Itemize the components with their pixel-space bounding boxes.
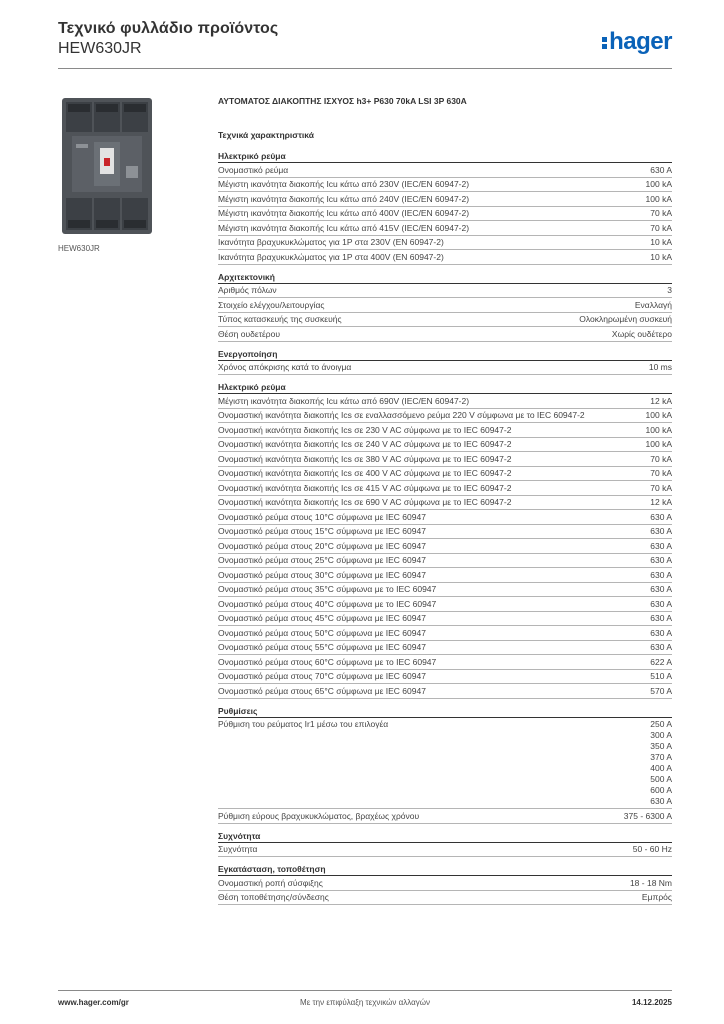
spec-row (218, 554, 672, 569)
section-title: Ηλεκτρικό ρεύμα (218, 381, 672, 394)
spec-label: Τύπος κατασκευής της συσκευής (218, 314, 342, 324)
spec-label: Ονομαστικό ρεύμα στους 10°C σύμφωνα με IEC 60947 (218, 511, 426, 522)
spec-value (650, 165, 672, 176)
spec-value (650, 497, 672, 508)
spec-value (650, 599, 672, 610)
spec-value-item: 350 A (650, 741, 672, 751)
spec-value (650, 208, 672, 219)
spec-label: Ονομαστική ικανότητα διακοπής Ics σε 415 V AC σύμφωνα με το IEC 60947-2 (218, 482, 512, 493)
spec-value (650, 584, 672, 595)
spec-value (650, 555, 672, 566)
spec-row (218, 891, 672, 906)
spec-label: Μέγιστη ικανότητα διακοπής Icu κάτω από 240V (IEC/EN 60947-2) (218, 193, 470, 204)
product-name: ΑΥΤΟΜΑΤΟΣ ΔΙΑΚΟΠΤΗΣ ΙΣΧΥΟΣ h3+ P630 70kA LSI 3P 630A (218, 96, 467, 106)
spec-value (579, 314, 672, 325)
spec-value (630, 878, 672, 889)
spec-section (218, 830, 672, 858)
spec-row (218, 655, 672, 670)
spec-value-item: 10 kA (650, 251, 672, 262)
spec-label: Ονομαστικό ρεύμα στους 70°C σύμφωνα με IEC 60947 (218, 671, 426, 681)
spec-label: Ρύθμιση του ρεύματος Ir1 μέσω του επιλογέα (218, 719, 389, 729)
spec-sections (218, 150, 672, 905)
logo-dots-icon (602, 35, 607, 51)
spec-value-item: 630 A (650, 584, 672, 594)
spec-value (650, 671, 672, 682)
spec-row (218, 409, 672, 424)
spec-label: Ονομαστικό ρεύμα στους 35°C σύμφωνα με το IEC 60947 (218, 584, 437, 594)
section-title: Αρχιτεκτονική (218, 271, 672, 284)
spec-value (633, 844, 672, 855)
spec-label: Ονομαστικό ρεύμα στους 20°C σύμφωνα με IEC 60947 (218, 540, 426, 551)
section-title: Ηλεκτρικό ρεύμα (218, 150, 672, 163)
spec-label: Ονομαστικό ρεύμα στους 40°C σύμφωνα με το IEC 60947 (218, 598, 437, 609)
spec-value-item: 100 kA (645, 179, 672, 189)
spec-value-item: 70 kA (650, 468, 672, 478)
spec-row (218, 298, 672, 313)
spec-value-item: 10 kA (650, 237, 672, 247)
spec-value-item: 510 A (650, 671, 672, 681)
spec-row (218, 250, 672, 265)
spec-value-item: 570 A (650, 685, 672, 696)
spec-value-item: 600 A (650, 785, 672, 795)
spec-label: Ονομαστική ροπή σύσφιξης (218, 877, 323, 888)
spec-value (650, 468, 672, 479)
spec-label: Ονομαστικό ρεύμα (218, 164, 289, 175)
spec-value (635, 300, 672, 311)
spec-value (650, 223, 672, 234)
spec-value (650, 237, 672, 248)
spec-value-item: 630 A (650, 540, 672, 551)
spec-row (218, 313, 672, 328)
spec-value (650, 541, 672, 552)
spec-row (218, 394, 672, 409)
spec-label: Ονομαστικό ρεύμα στους 55°C σύμφωνα με IEC 60947 (218, 642, 426, 652)
spec-value-item: 630 A (650, 796, 672, 806)
spec-row (218, 236, 672, 251)
spec-row (218, 626, 672, 641)
spec-label: Μέγιστη ικανότητα διακοπής Icu κάτω από 415V (IEC/EN 60947-2) (218, 222, 470, 233)
spec-row (218, 467, 672, 482)
spec-label: Ονομαστικό ρεύμα στους 25°C σύμφωνα με IEC 60947 (218, 555, 426, 565)
spec-row (218, 510, 672, 525)
spec-row (218, 221, 672, 236)
spec-row (218, 438, 672, 453)
spec-row (218, 539, 672, 554)
spec-row (218, 525, 672, 540)
section-title: Ρυθμίσεις (218, 705, 672, 718)
hager-logo (602, 28, 672, 56)
spec-value-item: 400 A (650, 763, 672, 773)
section-subtitle: Τεχνικά χαρακτηριστικά (218, 130, 314, 140)
spec-row (218, 452, 672, 467)
spec-value (650, 454, 672, 465)
spec-row (218, 597, 672, 612)
spec-value-item: 630 A (650, 555, 672, 565)
spec-value (650, 252, 672, 263)
spec-label: Μέγιστη ικανότητα διακοπής Icu κάτω από 230V (IEC/EN 60947-2) (218, 179, 470, 189)
spec-value-item: 100 kA (645, 424, 672, 435)
spec-value-item: Εμπρός (641, 892, 672, 902)
spec-value-item: 630 A (650, 511, 672, 522)
spec-label: Ονομαστική ικανότητα διακοπής Ics σε 690 V AC σύμφωνα με το IEC 60947-2 (218, 497, 512, 507)
spec-value-item: 50 - 60 Hz (632, 844, 672, 854)
spec-section (218, 381, 672, 699)
spec-row (218, 843, 672, 858)
spec-label: Ονομαστική ικανότητα διακοπής Ics σε εναλλασσόμενο ρεύμα 220 V σύμφωνα με το IEC 60947-2 (218, 410, 585, 420)
spec-value-item: 70 kA (650, 222, 672, 233)
spec-value (646, 410, 672, 421)
spec-label: Ονομαστική ικανότητα διακοπής Ics σε 380 V AC σύμφωνα με το IEC 60947-2 (218, 453, 512, 464)
spec-value-item: 370 A (650, 752, 672, 762)
spec-value-item: 100 kA (645, 410, 672, 420)
spec-row (218, 809, 672, 824)
spec-label: Μέγιστη ικανότητα διακοπής Icu κάτω από 690V (IEC/EN 60947-2) (218, 395, 470, 406)
spec-value (650, 719, 672, 807)
spec-value-item: 622 A (650, 656, 672, 667)
spec-row (218, 583, 672, 598)
spec-row (218, 361, 672, 376)
spec-value (650, 628, 672, 639)
spec-value-item: Ολοκληρωμένη συσκευή (579, 314, 672, 324)
section-title: Ενεργοποίηση (218, 348, 672, 361)
spec-label: Στοιχείο ελέγχου/λειτουργίας (218, 299, 325, 310)
spec-value (650, 657, 672, 668)
spec-value-item: 100 kA (645, 193, 672, 204)
spec-label: Συχνότητα (218, 844, 258, 854)
section-title: Συχνότητα (218, 830, 672, 843)
spec-value (667, 285, 672, 296)
spec-row (218, 163, 672, 178)
spec-row (218, 423, 672, 438)
spec-value-item: 630 A (650, 642, 672, 652)
spec-row (218, 481, 672, 496)
spec-value (649, 362, 672, 373)
spec-row (218, 612, 672, 627)
spec-value-item: 18 - 18 Nm (629, 877, 672, 888)
spec-section (218, 863, 672, 905)
spec-row (218, 641, 672, 656)
spec-label: Ονομαστική ικανότητα διακοπής Ics σε 240 V AC σύμφωνα με το IEC 60947-2 (218, 439, 512, 449)
spec-value (646, 425, 672, 436)
spec-value (646, 194, 672, 205)
spec-value (646, 179, 672, 190)
spec-value-item: 70 kA (650, 482, 672, 493)
spec-value-item: 12 kA (650, 395, 672, 406)
spec-value-item: Εναλλαγή (634, 299, 672, 310)
spec-label: Ονομαστικό ρεύμα στους 15°C σύμφωνα με IEC 60947 (218, 526, 426, 536)
spec-value-item: 630 A (650, 569, 672, 580)
document-title: Τεχνικό φυλλάδιο προϊόντος (58, 20, 279, 37)
spec-label: Ονομαστικό ρεύμα στους 65°C σύμφωνα με IEC 60947 (218, 685, 426, 696)
spec-value-item: Χωρίς ουδέτερο (611, 328, 672, 339)
spec-label: Χρόνος απόκρισης κατά το άνοιγμα (218, 362, 352, 372)
spec-row (218, 207, 672, 222)
spec-value-item: 500 A (650, 774, 672, 784)
spec-label: Ονομαστική ικανότητα διακοπής Ics σε 400 V AC σύμφωνα με το IEC 60947-2 (218, 468, 512, 478)
spec-value-item: 10 ms (648, 362, 672, 372)
spec-row (218, 684, 672, 699)
document-code: HEW630JR (58, 40, 142, 57)
spec-label: Ονομαστικό ρεύμα στους 30°C σύμφωνα με IEC 60947 (218, 569, 426, 580)
spec-value-item: 630 A (650, 627, 672, 638)
spec-label: Ονομαστικό ρεύμα στους 45°C σύμφωνα με IEC 60947 (218, 613, 426, 623)
spec-section (218, 348, 672, 376)
footer-date: 14.12.2025 (631, 998, 672, 1007)
spec-label: Αριθμός πόλων (218, 285, 277, 295)
spec-value (650, 642, 672, 653)
footer-website-link[interactable]: www.hager.com/gr (58, 998, 129, 1007)
spec-label: Ρύθμιση εύρους βραχυκυκλώματος, βραχέως χρόνου (218, 810, 420, 821)
spec-section (218, 271, 672, 342)
spec-label: Ονομαστικό ρεύμα στους 60°C σύμφωνα με το IEC 60947 (218, 656, 437, 667)
spec-value-item: 630 A (650, 526, 672, 536)
spec-label: Ονομαστική ικανότητα διακοπής Ics σε 230 V AC σύμφωνα με το IEC 60947-2 (218, 424, 512, 435)
spec-value (650, 396, 672, 407)
spec-value-item: 300 A (650, 730, 672, 740)
spec-row (218, 284, 672, 299)
spec-value-item: 3 (667, 285, 672, 295)
spec-value (650, 512, 672, 523)
spec-value-item: 250 A (650, 719, 672, 729)
spec-value-item: 70 kA (650, 208, 672, 218)
technical-content (218, 96, 672, 905)
spec-row (218, 496, 672, 511)
spec-row (218, 876, 672, 891)
spec-value-item: 630 A (650, 613, 672, 623)
spec-label: Ικανότητα βραχυκυκλώματος για 1P στα 400V (EN 60947-2) (218, 251, 444, 262)
spec-label: Ονομαστικό ρεύμα στους 50°C σύμφωνα με IEC 60947 (218, 627, 426, 638)
spec-row (218, 718, 672, 810)
section-title: Εγκατάσταση, τοποθέτηση (218, 863, 672, 876)
spec-value (650, 570, 672, 581)
footer-note: Με την επιφύλαξη τεχνικών αλλαγών (300, 998, 430, 1007)
spec-value-item: 630 A (650, 164, 672, 175)
spec-value (624, 811, 672, 822)
product-caption: HEW630JR (58, 244, 100, 253)
spec-label: Θέση τοποθέτησης/σύνδεσης (218, 892, 329, 902)
spec-row (218, 192, 672, 207)
spec-row (218, 327, 672, 342)
spec-row (218, 670, 672, 685)
footer-divider (58, 990, 672, 991)
spec-value (650, 686, 672, 697)
spec-section (218, 705, 672, 824)
spec-value (650, 613, 672, 624)
spec-row (218, 568, 672, 583)
spec-value (646, 439, 672, 450)
spec-label: Θέση ουδετέρου (218, 328, 280, 339)
spec-value-item: 100 kA (645, 439, 672, 449)
spec-section (218, 150, 672, 265)
circuit-breaker-image (58, 96, 156, 236)
spec-value-item: 70 kA (650, 453, 672, 464)
spec-value (650, 483, 672, 494)
spec-label: Μέγιστη ικανότητα διακοπής Icu κάτω από 400V (IEC/EN 60947-2) (218, 208, 470, 218)
spec-value (642, 892, 672, 903)
spec-label: Ικανότητα βραχυκυκλώματος για 1P στα 230V (EN 60947-2) (218, 237, 444, 247)
spec-value-item: 12 kA (650, 497, 672, 507)
spec-row (218, 178, 672, 193)
spec-value (650, 526, 672, 537)
page-header (58, 20, 672, 70)
spec-value-item: 375 - 6300 A (623, 810, 672, 821)
spec-value-item: 630 A (650, 598, 672, 609)
logo-text: hager (609, 28, 672, 55)
header-divider (58, 68, 672, 69)
spec-value (612, 329, 672, 340)
